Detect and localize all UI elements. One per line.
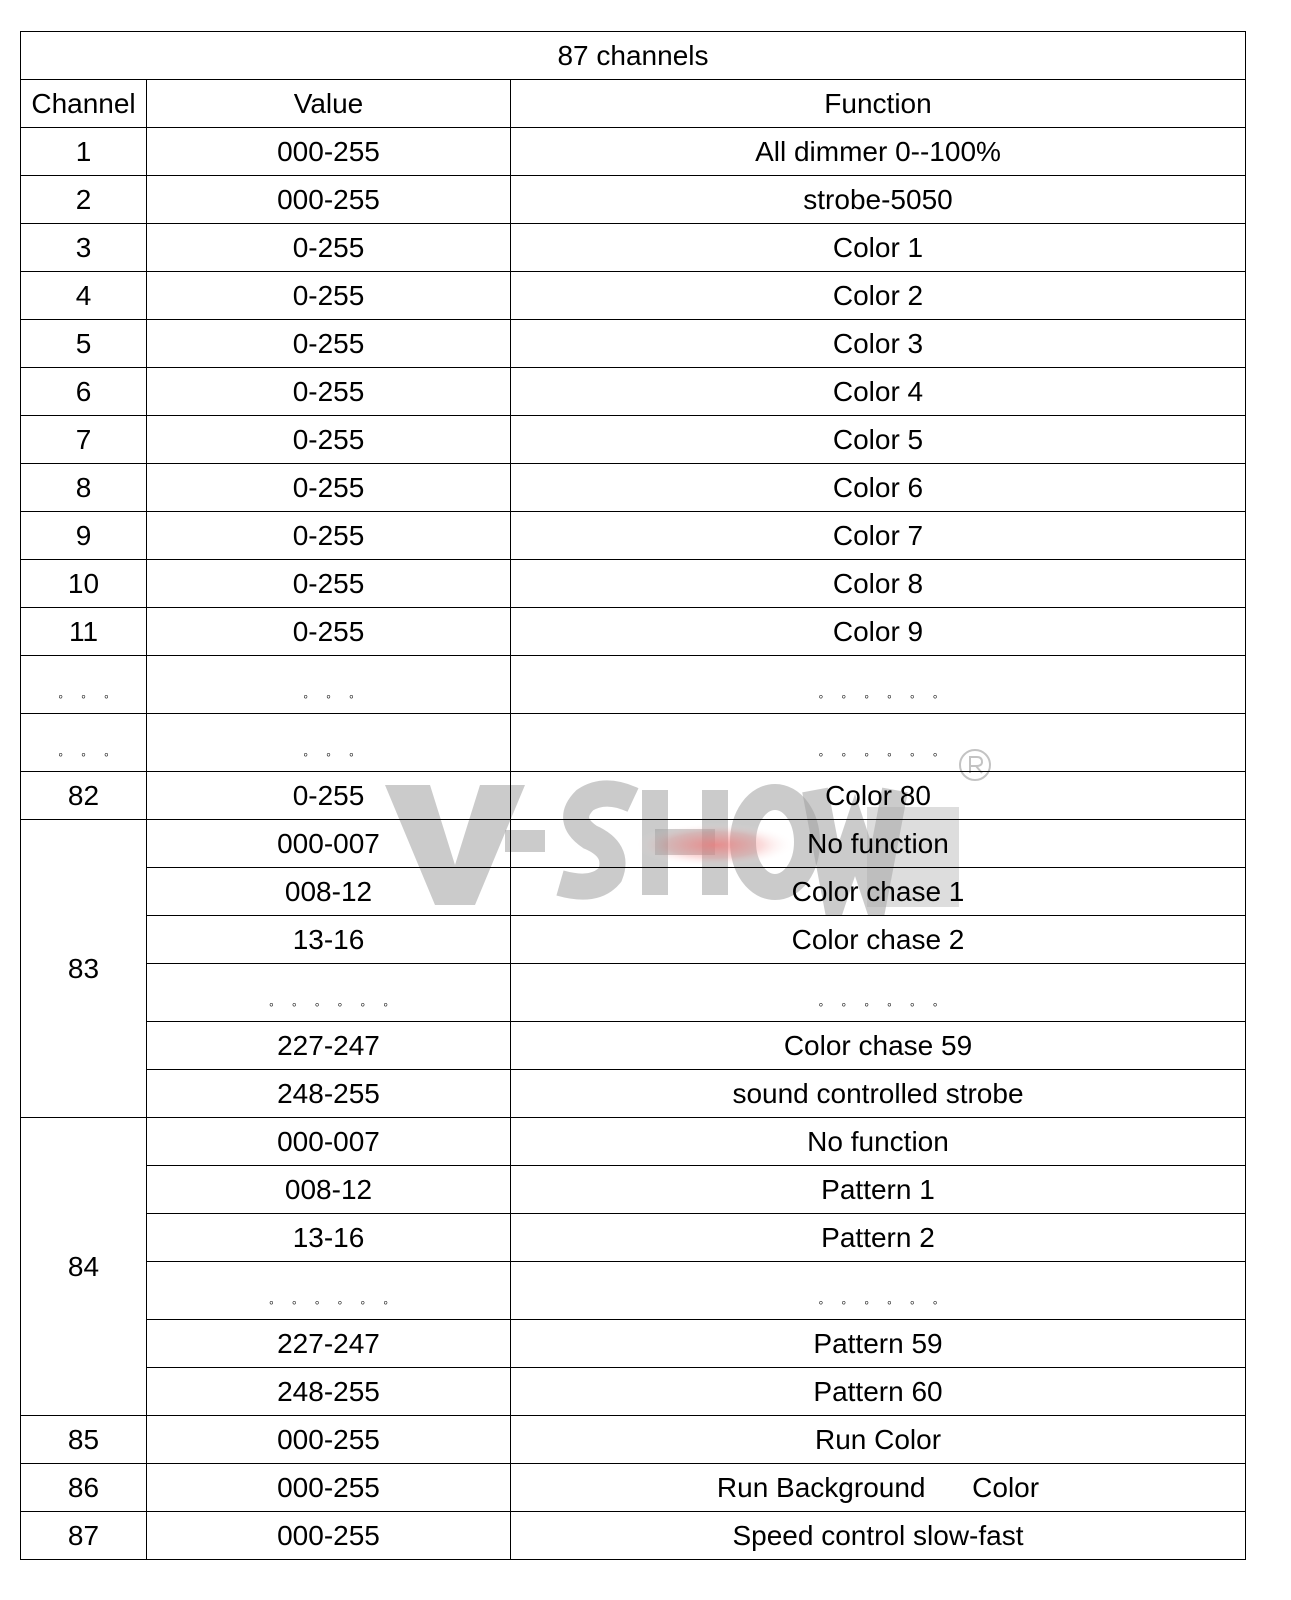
channel-cell: 3 bbox=[21, 224, 147, 272]
table-row bbox=[21, 1512, 1246, 1560]
function-cell: Color 3 bbox=[511, 320, 1246, 368]
table-title: 87 channels bbox=[21, 32, 1246, 80]
channel-cell: 5 bbox=[21, 320, 147, 368]
channel-cell: ◦ ◦ ◦ bbox=[21, 714, 147, 772]
table-row bbox=[21, 656, 1246, 714]
channel-cell: 11 bbox=[21, 608, 147, 656]
value-cell: 0-255 bbox=[147, 608, 511, 656]
value-cell: 000-255 bbox=[147, 1416, 511, 1464]
channel-cell: 82 bbox=[21, 772, 147, 820]
table-row bbox=[21, 1320, 1246, 1368]
function-cell: Color 5 bbox=[511, 416, 1246, 464]
channel-cell: 9 bbox=[21, 512, 147, 560]
function-cell: Color 2 bbox=[511, 272, 1246, 320]
value-cell: 0-255 bbox=[147, 320, 511, 368]
table-title-row bbox=[21, 32, 1246, 80]
table-row bbox=[21, 1070, 1246, 1118]
table-row bbox=[21, 368, 1246, 416]
channel-cell: 7 bbox=[21, 416, 147, 464]
function-cell: Color 1 bbox=[511, 224, 1246, 272]
table-row bbox=[21, 1166, 1246, 1214]
table-row bbox=[21, 1022, 1246, 1070]
value-cell: 0-255 bbox=[147, 772, 511, 820]
value-cell: 000-255 bbox=[147, 1464, 511, 1512]
value-cell: 248-255 bbox=[147, 1368, 511, 1416]
value-cell: 0-255 bbox=[147, 368, 511, 416]
channel-cell: 87 bbox=[21, 1512, 147, 1560]
function-cell: Color chase 2 bbox=[511, 916, 1246, 964]
dmx-channel-table bbox=[20, 31, 1246, 1560]
function-cell: Pattern 59 bbox=[511, 1320, 1246, 1368]
table-row bbox=[21, 916, 1246, 964]
header-channel: Channel bbox=[21, 80, 147, 128]
channel-cell: 1 bbox=[21, 128, 147, 176]
table-row bbox=[21, 464, 1246, 512]
function-cell: sound controlled strobe bbox=[511, 1070, 1246, 1118]
function-cell: Color 4 bbox=[511, 368, 1246, 416]
table-row bbox=[21, 560, 1246, 608]
table-row bbox=[21, 1214, 1246, 1262]
function-cell: No function bbox=[511, 1118, 1246, 1166]
header-value: Value bbox=[147, 80, 511, 128]
table-row bbox=[21, 512, 1246, 560]
value-cell: 008-12 bbox=[147, 868, 511, 916]
channel-cell: 83 bbox=[21, 820, 147, 1118]
function-cell: Color 6 bbox=[511, 464, 1246, 512]
value-cell: 000-007 bbox=[147, 1118, 511, 1166]
table-row bbox=[21, 1118, 1246, 1166]
function-cell: ◦ ◦ ◦ ◦ ◦ ◦ bbox=[511, 714, 1246, 772]
function-cell: No function bbox=[511, 820, 1246, 868]
table-row bbox=[21, 320, 1246, 368]
function-cell: strobe-5050 bbox=[511, 176, 1246, 224]
table-row bbox=[21, 224, 1246, 272]
channel-cell: 84 bbox=[21, 1118, 147, 1416]
value-cell: 13-16 bbox=[147, 916, 511, 964]
value-cell: 0-255 bbox=[147, 224, 511, 272]
table-row bbox=[21, 868, 1246, 916]
channel-cell: 86 bbox=[21, 1464, 147, 1512]
table-row bbox=[21, 1368, 1246, 1416]
channel-cell: 8 bbox=[21, 464, 147, 512]
table-body bbox=[21, 128, 1246, 1560]
value-cell: 0-255 bbox=[147, 416, 511, 464]
channel-cell: 6 bbox=[21, 368, 147, 416]
value-cell: 13-16 bbox=[147, 1214, 511, 1262]
channel-cell: 4 bbox=[21, 272, 147, 320]
value-cell: ◦ ◦ ◦ bbox=[147, 714, 511, 772]
value-cell: ◦ ◦ ◦ ◦ ◦ ◦ bbox=[147, 1262, 511, 1320]
value-cell: 008-12 bbox=[147, 1166, 511, 1214]
table-row bbox=[21, 1464, 1246, 1512]
value-cell: 0-255 bbox=[147, 512, 511, 560]
value-cell: 0-255 bbox=[147, 464, 511, 512]
value-cell: 000-255 bbox=[147, 128, 511, 176]
function-cell: Color 80 bbox=[511, 772, 1246, 820]
table-row bbox=[21, 820, 1246, 868]
function-cell: Run Color bbox=[511, 1416, 1246, 1464]
table-row bbox=[21, 608, 1246, 656]
header-function: Function bbox=[511, 80, 1246, 128]
table-row bbox=[21, 272, 1246, 320]
table-row bbox=[21, 964, 1246, 1022]
table-row bbox=[21, 1416, 1246, 1464]
function-cell: Color 8 bbox=[511, 560, 1246, 608]
function-cell: Color chase 59 bbox=[511, 1022, 1246, 1070]
function-cell: Pattern 2 bbox=[511, 1214, 1246, 1262]
table-header-row bbox=[21, 80, 1246, 128]
function-cell: Pattern 1 bbox=[511, 1166, 1246, 1214]
value-cell: 227-247 bbox=[147, 1320, 511, 1368]
value-cell: ◦ ◦ ◦ ◦ ◦ ◦ bbox=[147, 964, 511, 1022]
function-cell: Color 7 bbox=[511, 512, 1246, 560]
channel-cell: 10 bbox=[21, 560, 147, 608]
function-cell: All dimmer 0--100% bbox=[511, 128, 1246, 176]
table-row bbox=[21, 416, 1246, 464]
channel-cell: 2 bbox=[21, 176, 147, 224]
function-cell: Run Background Color bbox=[511, 1464, 1246, 1512]
channel-cell: 85 bbox=[21, 1416, 147, 1464]
table-row bbox=[21, 772, 1246, 820]
value-cell: 000-255 bbox=[147, 176, 511, 224]
value-cell: 0-255 bbox=[147, 272, 511, 320]
value-cell: 248-255 bbox=[147, 1070, 511, 1118]
table-row bbox=[21, 1262, 1246, 1320]
function-cell: Pattern 60 bbox=[511, 1368, 1246, 1416]
value-cell: 227-247 bbox=[147, 1022, 511, 1070]
function-cell: ◦ ◦ ◦ ◦ ◦ ◦ bbox=[511, 656, 1246, 714]
table-row bbox=[21, 176, 1246, 224]
function-cell: Speed control slow-fast bbox=[511, 1512, 1246, 1560]
function-cell: ◦ ◦ ◦ ◦ ◦ ◦ bbox=[511, 1262, 1246, 1320]
value-cell: 000-255 bbox=[147, 1512, 511, 1560]
value-cell: 0-255 bbox=[147, 560, 511, 608]
function-cell: ◦ ◦ ◦ ◦ ◦ ◦ bbox=[511, 964, 1246, 1022]
table-row bbox=[21, 128, 1246, 176]
value-cell: 000-007 bbox=[147, 820, 511, 868]
value-cell: ◦ ◦ ◦ bbox=[147, 656, 511, 714]
channel-cell: ◦ ◦ ◦ bbox=[21, 656, 147, 714]
function-cell: Color 9 bbox=[511, 608, 1246, 656]
function-cell: Color chase 1 bbox=[511, 868, 1246, 916]
table-row bbox=[21, 714, 1246, 772]
